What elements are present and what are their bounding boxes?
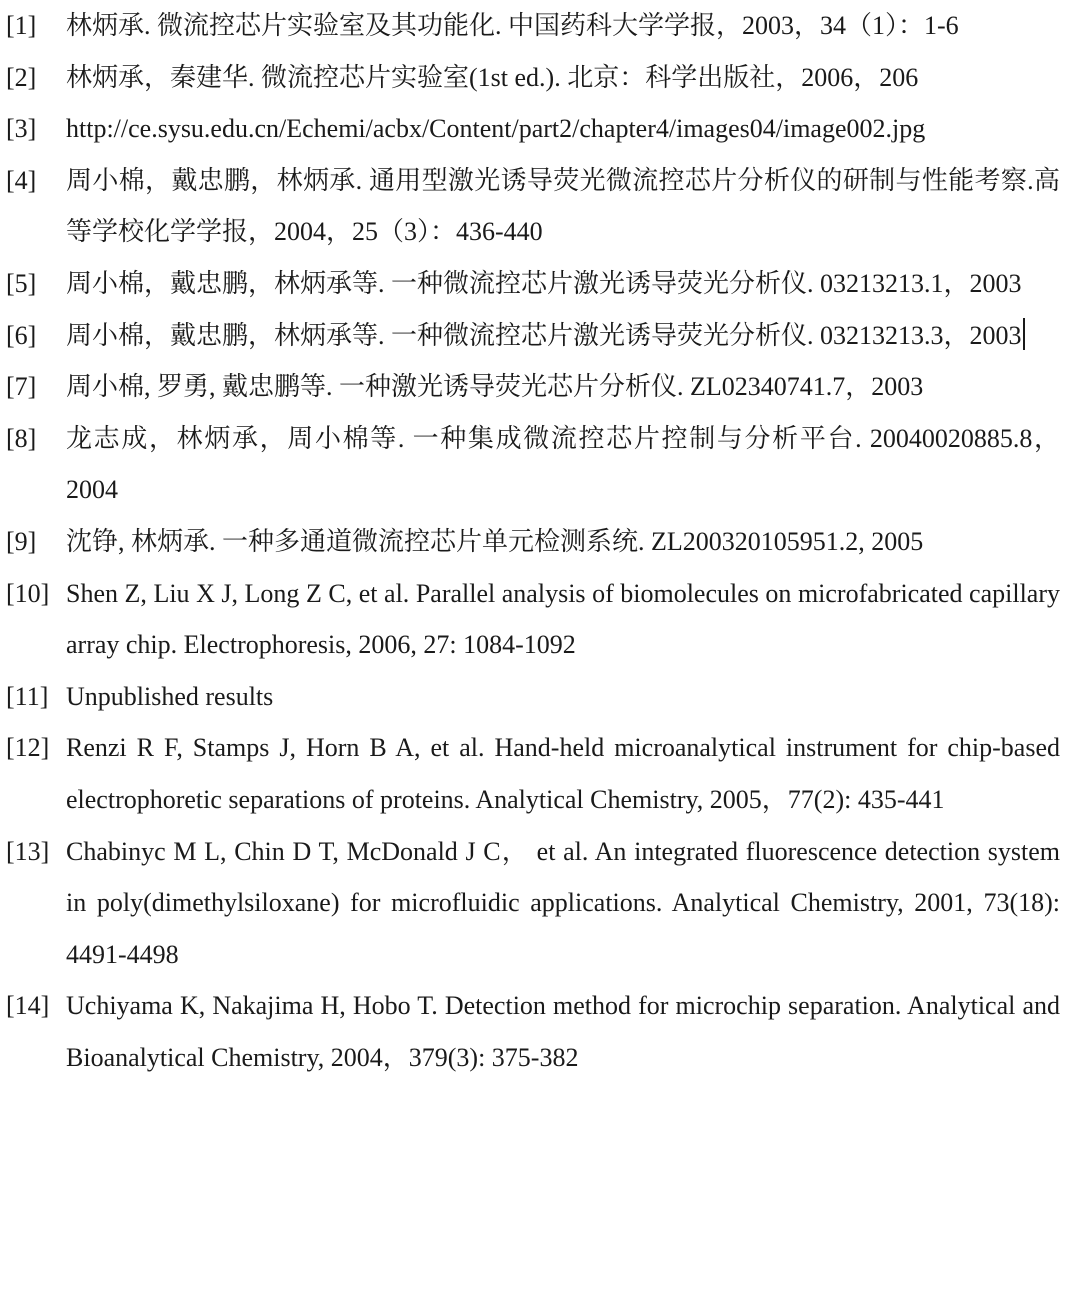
reference-number: [12]	[6, 733, 50, 763]
reference-number: [1]	[6, 11, 37, 40]
reference-number: [9]	[6, 526, 37, 556]
reference-item	[6, 516, 1060, 568]
reference-number: [14]	[6, 991, 50, 1021]
reference-number: [11]	[6, 681, 49, 711]
reference-text: 周小棉, 罗勇, 戴忠鹏等. 一种激光诱导荧光芯片分析仪. ZL02340741.7，2003	[66, 372, 924, 402]
reference-item	[6, 258, 1060, 310]
reference-item	[6, 722, 1060, 825]
reference-item	[6, 568, 1060, 671]
reference-text: Chabinyc M L, Chin D T, McDonald J C， et al. An integrated fluorescence detection system in poly(dimethylsiloxane) for microfluidic applications. Analytical Chemistry, 2001, 73(18): 4491-4498	[66, 836, 1060, 969]
reference-text: Uchiyama K, Nakajima H, Hobo T. Detection method for microchip separation. Analytical and Bioanalytical Chemistry, 2004，379(3): 375-382	[66, 991, 1060, 1072]
reference-text: Unpublished results	[66, 681, 274, 711]
reference-item	[6, 155, 1060, 258]
reference-item	[6, 980, 1060, 1083]
reference-number: [13]	[6, 836, 50, 866]
reference-item	[6, 103, 1060, 155]
text-cursor	[1023, 318, 1025, 350]
reference-text: Shen Z, Liu X J, Long Z C, et al. Parallel analysis of biomolecules on microfabricated capillary array chip. Electrophoresis, 2006, 27: 1084-1092	[66, 578, 1060, 660]
reference-text: http://ce.sysu.edu.cn/Echemi/acbx/Content/part2/chapter4/images04/image002.jpg	[66, 114, 926, 144]
reference-text: Renzi R F, Stamps J, Horn B A, et al. Hand-held microanalytical instrument for chip-based electrophoretic separations of proteins. Analytical Chemistry, 2005，77(2): 435-441	[66, 733, 1060, 814]
reference-text: 周小棉，戴忠鹏，林炳承等. 一种微流控芯片激光诱导荧光分析仪. 03213213.1，2003	[66, 268, 1022, 298]
reference-item	[6, 361, 1060, 413]
reference-text: 周小棉，戴忠鹏，林炳承. 通用型激光诱导荧光微流控芯片分析仪的研制与性能考察.高等学校化学学报，2004，25（3）：436-440	[66, 165, 1060, 247]
reference-item	[6, 52, 1060, 104]
reference-item	[6, 671, 1060, 723]
reference-item	[6, 413, 1060, 516]
reference-text: 龙志成，林炳承，周小棉等. 一种集成微流控芯片控制与分析平台. 20040020885.8，2004	[66, 423, 1060, 505]
reference-text: 沈铮, 林炳承. 一种多通道微流控芯片单元检测系统. ZL200320105951.2, 2005	[66, 526, 924, 556]
reference-item	[6, 826, 1060, 981]
reference-number: [6]	[6, 320, 37, 350]
reference-number: [10]	[6, 578, 50, 608]
reference-list	[6, 0, 1060, 1083]
reference-number: [7]	[6, 372, 37, 402]
reference-text: 周小棉，戴忠鹏，林炳承等. 一种微流控芯片激光诱导荧光分析仪. 03213213.3，2003	[66, 320, 1022, 350]
reference-number: [4]	[6, 165, 37, 195]
reference-number: [3]	[6, 114, 37, 144]
reference-text: 林炳承，秦建华. 微流控芯片实验室(1st ed.). 北京：科学出版社，2006，206	[66, 62, 919, 92]
reference-item	[6, 0, 1060, 52]
reference-number: [5]	[6, 268, 37, 298]
reference-number: [8]	[6, 423, 37, 453]
reference-item	[6, 310, 1060, 362]
reference-text: 林炳承. 微流控芯片实验室及其功能化. 中国药科大学学报，2003，34（1）：1-6	[66, 11, 959, 40]
reference-number: [2]	[6, 62, 37, 92]
